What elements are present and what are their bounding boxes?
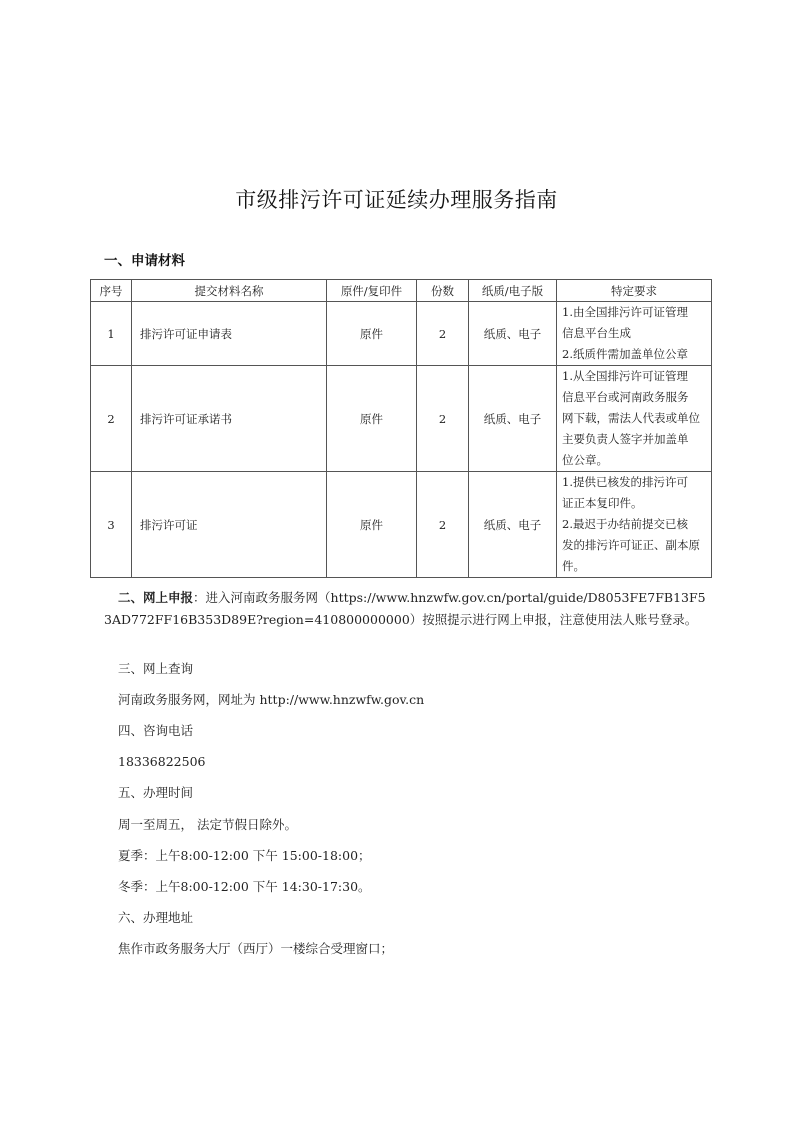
requirement-line: 发的排污许可证正、副本原 xyxy=(562,538,700,552)
cell-format: 纸质、电子 xyxy=(469,302,557,366)
header-name: 提交材料名称 xyxy=(132,280,327,302)
cell-name: 排污许可证承诺书 xyxy=(132,366,327,472)
requirement-line: 信息平台生成 xyxy=(562,326,631,340)
section-heading-address: 六、办理地址 xyxy=(118,910,194,925)
requirement-line: 1.从全国排污许可证管理 xyxy=(562,369,688,383)
cell-type: 原件 xyxy=(327,366,417,472)
requirement-line: 证正本复印件。 xyxy=(562,496,643,510)
cell-no: 2 xyxy=(91,366,132,472)
page-title: 市级排污许可证延续办理服务指南 xyxy=(235,188,558,212)
cell-count: 2 xyxy=(417,472,469,578)
cell-name: 排污许可证 xyxy=(132,472,327,578)
cell-requirements xyxy=(557,366,712,472)
hours-summer: 夏季：上午8:00-12:00 下午 15:00-18:00； xyxy=(118,848,371,863)
requirement-line: 网下载，需法人代表或单位 xyxy=(562,411,700,425)
online-application-paragraph xyxy=(104,587,708,631)
requirement-line: 信息平台或河南政务服务 xyxy=(562,390,689,404)
table-row xyxy=(91,472,712,578)
cell-format: 纸质、电子 xyxy=(469,472,557,578)
header-count: 份数 xyxy=(417,280,469,302)
header-format: 纸质/电子版 xyxy=(469,280,557,302)
online-query-text: 河南政务服务网，网址为 http://www.hnzwfw.gov.cn xyxy=(118,692,425,707)
requirement-line: 件。 xyxy=(562,559,585,573)
cell-type: 原件 xyxy=(327,302,417,366)
materials-table xyxy=(90,279,712,578)
requirement-line: 2.纸质件需加盖单位公章 xyxy=(562,347,688,361)
requirement-line: 2.最迟于办结前提交已核 xyxy=(562,517,688,531)
hours-winter: 冬季：上午8:00-12:00 下午 14:30-17:30。 xyxy=(118,879,371,894)
cell-no: 3 xyxy=(91,472,132,578)
table-row xyxy=(91,302,712,366)
cell-requirements xyxy=(557,302,712,366)
section-heading-consult-phone: 四、咨询电话 xyxy=(118,723,194,738)
cell-no: 1 xyxy=(91,302,132,366)
cell-count: 2 xyxy=(417,302,469,366)
header-requirements: 特定要求 xyxy=(557,280,712,302)
online-application-text: ：进入河南政务服务网（https://www.hnzwfw.gov.cn/portal/guide/D8053FE7FB13F53AD772FF16B353D89E?region=410800000000）按照提示进行网上申报，注意使用法人账号登录。 xyxy=(104,590,706,627)
table-header-row xyxy=(91,280,712,302)
cell-requirements xyxy=(557,472,712,578)
section-heading-online-query: 三、网上查询 xyxy=(118,661,194,676)
cell-count: 2 xyxy=(417,366,469,472)
requirement-line: 位公章。 xyxy=(562,453,608,467)
hours-days: 周一至周五， 法定节假日除外。 xyxy=(118,817,297,832)
header-type: 原件/复印件 xyxy=(327,280,417,302)
section-heading-hours: 五、办理时间 xyxy=(118,785,194,800)
address-text: 焦作市政务服务大厅（西厅）一楼综合受理窗口； xyxy=(118,941,394,956)
section-heading-materials: 一、申请材料 xyxy=(104,253,185,269)
cell-format: 纸质、电子 xyxy=(469,366,557,472)
header-no: 序号 xyxy=(91,280,132,302)
consult-phone-number: 18336822506 xyxy=(118,754,206,769)
online-application-heading: 二、网上申报 xyxy=(118,590,194,605)
cell-type: 原件 xyxy=(327,472,417,578)
requirement-line: 1.由全国排污许可证管理 xyxy=(562,305,688,319)
requirement-line: 主要负责人签字并加盖单 xyxy=(562,432,689,446)
table-row xyxy=(91,366,712,472)
cell-name: 排污许可证申请表 xyxy=(132,302,327,366)
requirement-line: 1.提供已核发的排污许可 xyxy=(562,475,688,489)
